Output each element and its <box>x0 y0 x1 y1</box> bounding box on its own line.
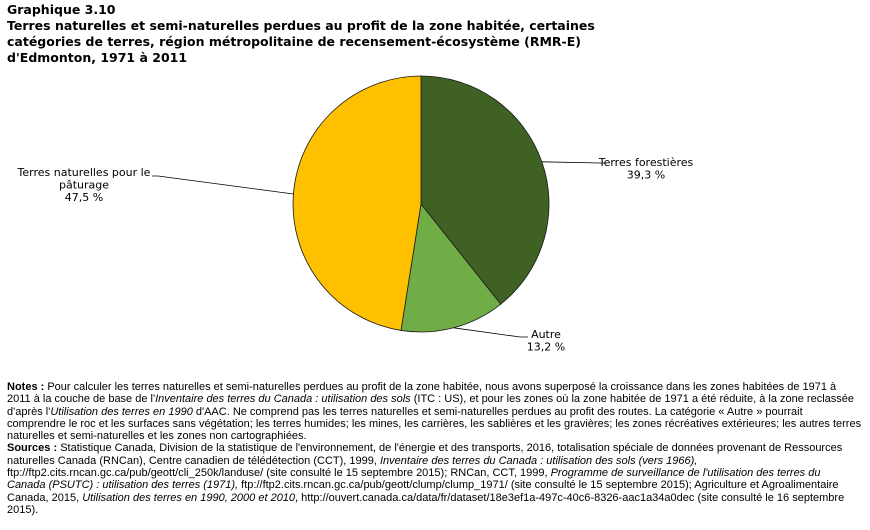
title-line-2: catégories de terres, région métropolitaine de recensement-écosystème (RMR-E) <box>7 34 581 49</box>
sources-text-4: , http://ouvert.canada.ca/data/fr/dataset/18e3ef1a-497c-40c6-8326-aac1a34a0dec (site consulté le 16 septembre 2015). <box>7 491 845 516</box>
leader-line-autre <box>454 328 528 337</box>
pie-slices <box>293 76 549 332</box>
notes-text-3: d'AAC. Ne comprend pas les terres naturelles et semi-naturelles perdues au profit des routes. La catégorie « Autre » pourrait comprendre le roc et les surfaces sans végétation; les terres humides; les mines, les carrières, les sablières et les gravières; les zones récréatives extérieures; les autres terres naturelles et semi-naturelles et les zones non cartographiées. <box>7 405 862 443</box>
sources-text-1: Statistique Canada, Division de la statistique de l'environnement, de l'énergie et des transports, 2016, totalisation spéciale de données provenant de Ressources naturelles Canada (RNCan), Centre canadien de télédétection (CCT), 1999, <box>7 442 843 467</box>
sources-text-2: ftp://ftp2.cits.rncan.gc.ca/pub/geott/cli_250k/landuse/ (site consulté le 15 septembre 2015); RNCan, CCT, 1999, <box>7 467 551 480</box>
sources-paragraph <box>7 442 862 516</box>
notes-paragraph <box>7 381 862 442</box>
slice-label-terres-forestieres: Terres forestières <box>598 156 694 169</box>
slice-label-terres-naturelles-pour-le-paturage: pâturage <box>58 178 110 192</box>
slice-label-autre: Autre <box>531 328 561 341</box>
sources-text-3: ftp://ftp2.cits.rncan.gc.ca/pub/geott/clump/clump_1971/ (site consulté le 15 septembre 2015); Agriculture et Agroalimentaire Canada, 2015, <box>7 479 839 504</box>
slice-label-terres-naturelles-pour-le-paturage: Terres naturelles pour le <box>17 166 151 179</box>
sources-italic-3: Utilisation des terres en 1990, 2000 et 2010 <box>82 491 296 504</box>
leader-line-terres-forestieres <box>542 162 607 163</box>
notes-heading: Notes : <box>7 381 45 393</box>
leader-line-terres-naturelles-pour-le-paturage <box>152 176 293 194</box>
title-line-1: Terres naturelles et semi-naturelles perdues au profit de la zone habitée, certaines <box>7 18 595 33</box>
title-line-3: d'Edmonton, 1971 à 2011 <box>7 50 188 65</box>
figure-label: Graphique 3.10 <box>7 2 116 17</box>
notes-text-2: (ITC : US), et pour les zones où la zone habitée de 1971 a été réduite, à la zone reclassée d'après l' <box>7 393 854 418</box>
notes-section <box>7 381 862 516</box>
notes-italic-2: Utilisation des terres en 1990 <box>50 405 193 418</box>
notes-text-1: Pour calculer les terres naturelles et semi-naturelles perdues au profit de la zone habitée, nous avons superposé la croissance dans les zones habitées de 1971 à 2011 à la couche de base de l' <box>7 381 837 406</box>
sources-italic-1: Inventaire des terres du Canada : utilisation des sols (vers 1966), <box>379 454 698 467</box>
sources-italic-2: Programme de surveillance de l'utilisation des terres du Canada (PSUTC) : utilisation des terres (1971), <box>7 467 821 492</box>
data-label-terres-forestieres: 39,3 % <box>626 168 666 182</box>
data-label-terres-naturelles-pour-le-paturage: 47,5 % <box>64 191 104 204</box>
sources-heading: Sources : <box>7 442 58 455</box>
data-label-autre: 13,2 % <box>526 340 566 354</box>
notes-italic-1: Inventaire des terres du Canada : utilisation des sols <box>155 393 411 406</box>
pie-slice-terres-naturelles-pour-le-paturage <box>293 76 421 330</box>
